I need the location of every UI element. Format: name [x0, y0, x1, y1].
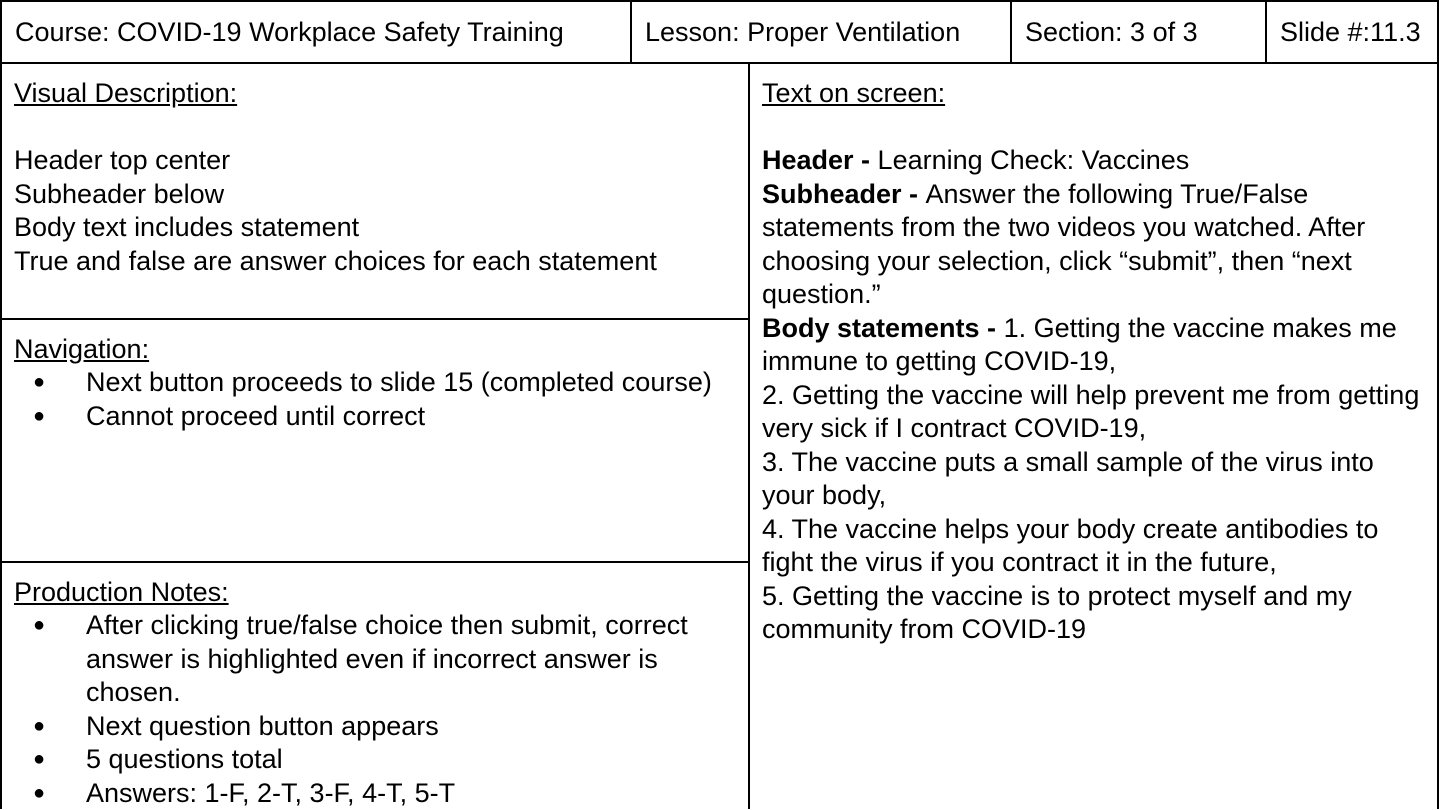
- onscreen-subheader-text: Answer the following True/False statements from the two videos you watched. After choosing your selection, click “submit”, then “next question.”: [762, 179, 1365, 310]
- text-on-screen-title: Text on screen:: [762, 76, 1425, 110]
- text-on-screen-section: [750, 64, 1439, 809]
- onscreen-header-label: Header -: [762, 145, 878, 175]
- text-on-screen-body: [762, 144, 1425, 647]
- onscreen-body-label: Body statements -: [762, 313, 1004, 343]
- slide-number-cell: Slide #:11.3: [1265, 2, 1437, 62]
- visual-description-line: Header top center: [14, 144, 736, 178]
- onscreen-subheader-line: [762, 178, 1425, 312]
- body-statement: 2. Getting the vaccine will help prevent me from getting very sick if I contract COVID-19,: [762, 379, 1425, 446]
- navigation-item: ● Next button proceeds to slide 15 (completed course): [14, 366, 736, 400]
- production-note-item: ● Next question button appears: [14, 710, 736, 744]
- navigation-list: [14, 366, 736, 433]
- body-statement: 5. Getting the vaccine is to protect myself and my community from COVID-19: [762, 580, 1425, 647]
- production-notes-title: Production Notes:: [14, 575, 736, 609]
- visual-description-lines: [14, 144, 736, 278]
- navigation-section: [2, 320, 748, 563]
- production-note-item: ● 5 questions total: [14, 743, 736, 777]
- lesson-cell: Lesson: Proper Ventilation: [630, 2, 1010, 62]
- visual-description-line: Subheader below: [14, 178, 736, 212]
- onscreen-subheader-label: Subheader -: [762, 179, 926, 209]
- onscreen-body-line: [762, 312, 1425, 379]
- production-notes-section: [2, 563, 748, 809]
- visual-description-section: [2, 64, 748, 320]
- production-note-item: ● Answers: 1-F, 2-T, 3-F, 4-T, 5-T: [14, 777, 736, 810]
- navigation-item: ● Cannot proceed until correct: [14, 400, 736, 434]
- section-cell: Section: 3 of 3: [1010, 2, 1265, 62]
- onscreen-header-text: Learning Check: Vaccines: [878, 145, 1190, 175]
- body-statement: 1. Getting the vaccine makes me immune to getting COVID-19,: [762, 313, 1397, 377]
- visual-description-line: True and false are answer choices for each statement: [14, 245, 736, 279]
- visual-description-title: Visual Description:: [14, 76, 736, 110]
- storyboard-header-row: [0, 0, 1439, 64]
- left-column: [0, 64, 750, 809]
- onscreen-header-line: [762, 144, 1425, 178]
- body-statement: 3. The vaccine puts a small sample of the virus into your body,: [762, 446, 1425, 513]
- course-cell: Course: COVID-19 Workplace Safety Training: [2, 2, 630, 62]
- body-statement: 4. The vaccine helps your body create antibodies to fight the virus if you contract it in the future,: [762, 513, 1425, 580]
- production-note-item: ● After clicking true/false choice then submit, correct answer is highlighted even if incorrect answer is chosen.: [14, 609, 736, 710]
- navigation-title: Navigation:: [14, 332, 736, 366]
- visual-description-line: Body text includes statement: [14, 211, 736, 245]
- production-notes-list: [14, 609, 736, 810]
